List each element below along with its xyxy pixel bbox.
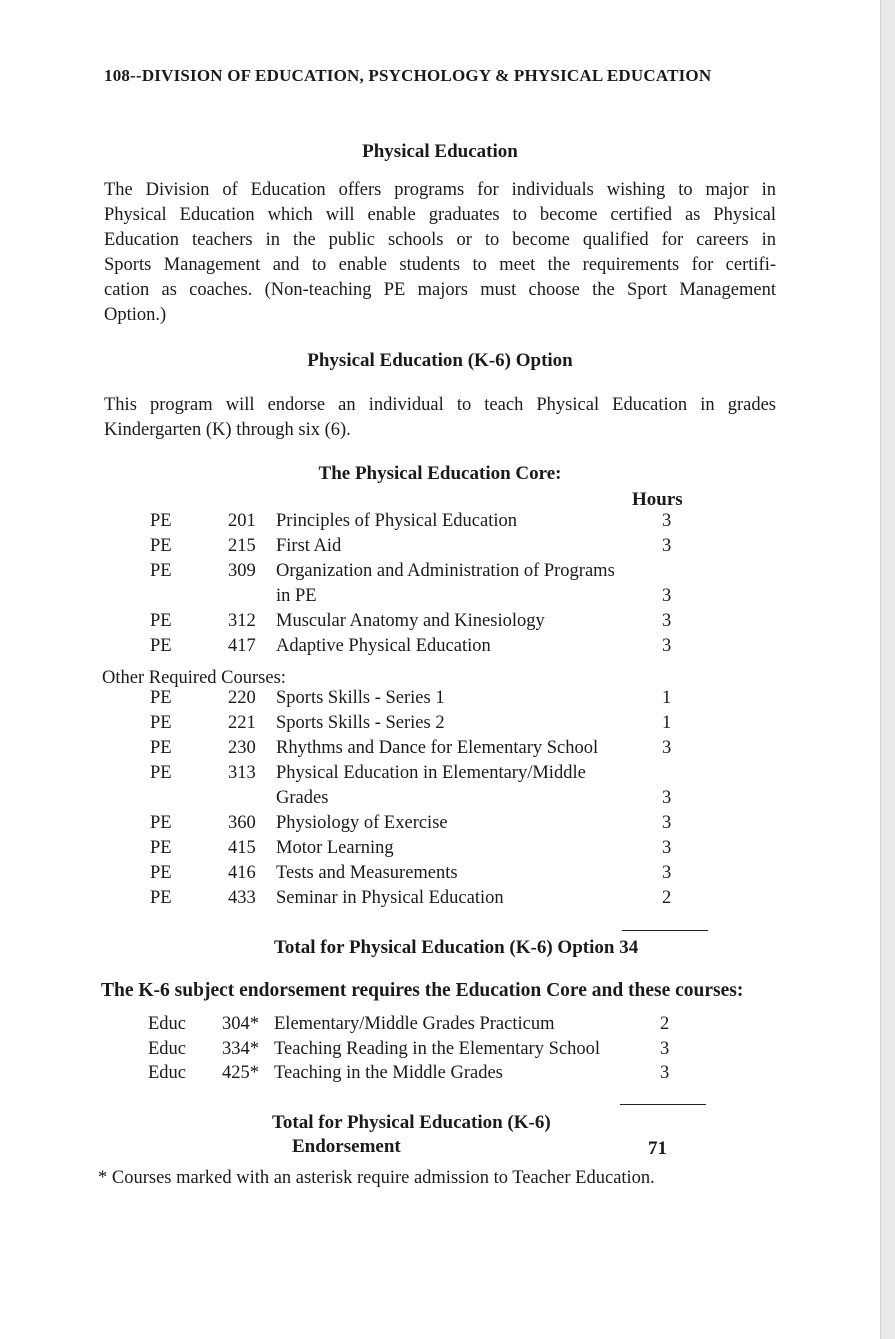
intro-line: cation as coaches. (Non-teaching PE majors must choose the Sport Management bbox=[104, 280, 776, 300]
course-dept: PE bbox=[150, 536, 172, 556]
course-hours: 3 bbox=[662, 611, 672, 631]
course-title: Principles of Physical Education bbox=[276, 511, 517, 531]
course-dept: PE bbox=[150, 611, 172, 631]
course-row-continuation bbox=[0, 586, 895, 611]
course-row bbox=[0, 636, 895, 661]
course-number: 309 bbox=[228, 561, 256, 581]
option-paragraph bbox=[104, 393, 776, 443]
course-hours: 2 bbox=[662, 888, 672, 908]
course-hours: 3 bbox=[662, 536, 672, 556]
course-row bbox=[0, 1014, 895, 1039]
course-hours: 3 bbox=[662, 586, 672, 606]
course-row bbox=[0, 813, 895, 838]
course-title: Sports Skills - Series 1 bbox=[276, 688, 445, 708]
course-dept: PE bbox=[150, 863, 172, 883]
course-row bbox=[0, 561, 895, 586]
course-title: Adaptive Physical Education bbox=[276, 636, 491, 656]
course-title: Organization and Administration of Programs bbox=[276, 561, 615, 581]
course-dept: PE bbox=[150, 713, 172, 733]
course-row bbox=[0, 688, 895, 713]
course-number: 313 bbox=[228, 763, 256, 783]
course-row bbox=[0, 1063, 895, 1088]
course-number: 312 bbox=[228, 611, 256, 631]
course-number: 334* bbox=[222, 1039, 259, 1059]
course-number: 215 bbox=[228, 536, 256, 556]
course-dept: PE bbox=[150, 561, 172, 581]
option-title: Physical Education (K-6) Option bbox=[307, 350, 573, 371]
course-dept: PE bbox=[150, 813, 172, 833]
course-hours: 3 bbox=[662, 813, 672, 833]
course-hours: 3 bbox=[662, 738, 672, 758]
course-number: 220 bbox=[228, 688, 256, 708]
page-edge bbox=[880, 0, 895, 1339]
endorsement-total-label-line2: Endorsement bbox=[292, 1136, 401, 1157]
course-title: Sports Skills - Series 2 bbox=[276, 713, 445, 733]
course-hours: 3 bbox=[662, 636, 672, 656]
course-hours: 3 bbox=[660, 1039, 670, 1059]
course-row bbox=[0, 763, 895, 788]
course-dept: PE bbox=[150, 838, 172, 858]
option-line: This program will endorse an individual to teach Physical Education in grades bbox=[104, 395, 776, 415]
intro-line: Education teachers in the public schools or to become qualified for careers in bbox=[104, 230, 776, 250]
course-hours: 3 bbox=[660, 1063, 670, 1083]
course-dept: Educ bbox=[148, 1014, 187, 1034]
course-hours: 3 bbox=[662, 511, 672, 531]
course-title: Motor Learning bbox=[276, 838, 394, 858]
course-title: First Aid bbox=[276, 536, 342, 556]
course-dept: PE bbox=[150, 688, 172, 708]
total-rule bbox=[622, 930, 708, 931]
course-number: 416 bbox=[228, 863, 256, 883]
course-dept: PE bbox=[150, 636, 172, 656]
course-hours: 3 bbox=[662, 788, 672, 808]
course-hours: 3 bbox=[662, 863, 672, 883]
course-title: Physical Education in Elementary/Middle bbox=[276, 763, 586, 783]
course-number: 417 bbox=[228, 636, 256, 656]
course-hours: 2 bbox=[660, 1014, 670, 1034]
footnote: * Courses marked with an asterisk require admission to Teacher Education. bbox=[98, 1168, 655, 1188]
course-row bbox=[0, 863, 895, 888]
course-row bbox=[0, 838, 895, 863]
intro-line: Option.) bbox=[104, 305, 167, 325]
course-row bbox=[0, 511, 895, 536]
course-number: 304* bbox=[222, 1014, 259, 1034]
course-number: 201 bbox=[228, 511, 256, 531]
course-title-continued: in PE bbox=[276, 586, 317, 606]
option-total: Total for Physical Education (K-6) Option 34 bbox=[274, 937, 639, 958]
course-title: Tests and Measurements bbox=[276, 863, 458, 883]
course-hours: 1 bbox=[662, 688, 672, 708]
course-number: 230 bbox=[228, 738, 256, 758]
course-number: 221 bbox=[228, 713, 256, 733]
course-title: Teaching Reading in the Elementary School bbox=[274, 1039, 600, 1059]
course-hours: 3 bbox=[662, 838, 672, 858]
course-row bbox=[0, 536, 895, 561]
course-dept: PE bbox=[150, 763, 172, 783]
course-dept: PE bbox=[150, 888, 172, 908]
course-number: 425* bbox=[222, 1063, 259, 1083]
course-number: 415 bbox=[228, 838, 256, 858]
course-row bbox=[0, 1039, 895, 1064]
hours-column-header: Hours bbox=[632, 489, 683, 510]
course-row bbox=[0, 713, 895, 738]
option-line: Kindergarten (K) through six (6). bbox=[104, 420, 351, 440]
course-title-continued: Grades bbox=[276, 788, 329, 808]
intro-line: Sports Management and to enable students to meet the requirements for certifi- bbox=[104, 255, 776, 275]
course-row-continuation bbox=[0, 788, 895, 813]
course-row bbox=[0, 738, 895, 763]
running-head: 108--DIVISION OF EDUCATION, PSYCHOLOGY & PHYSICAL EDUCATION bbox=[104, 66, 712, 85]
endorsement-total-value: 71 bbox=[648, 1138, 667, 1159]
other-courses-label: Other Required Courses: bbox=[102, 668, 286, 688]
course-number: 360 bbox=[228, 813, 256, 833]
course-row bbox=[0, 611, 895, 636]
course-dept: PE bbox=[150, 738, 172, 758]
section-title: Physical Education bbox=[362, 141, 518, 162]
intro-line: Physical Education which will enable graduates to become certified as Physical bbox=[104, 205, 776, 225]
course-title: Rhythms and Dance for Elementary School bbox=[276, 738, 599, 758]
course-title: Muscular Anatomy and Kinesiology bbox=[276, 611, 545, 631]
endorsement-total-label: Total for Physical Education (K-6) bbox=[272, 1112, 551, 1133]
course-title: Physiology of Exercise bbox=[276, 813, 448, 833]
intro-line: The Division of Education offers programs for individuals wishing to major in bbox=[104, 180, 776, 200]
course-number: 433 bbox=[228, 888, 256, 908]
course-dept: Educ bbox=[148, 1039, 187, 1059]
course-title: Elementary/Middle Grades Practicum bbox=[274, 1014, 555, 1034]
endorsement-heading: The K-6 subject endorsement requires the Education Core and these courses: bbox=[101, 980, 744, 1001]
course-dept: PE bbox=[150, 511, 172, 531]
course-title: Teaching in the Middle Grades bbox=[274, 1063, 503, 1083]
course-row bbox=[0, 888, 895, 913]
course-title: Seminar in Physical Education bbox=[276, 888, 504, 908]
endorsement-total-rule bbox=[620, 1104, 706, 1105]
core-heading: The Physical Education Core: bbox=[318, 463, 562, 484]
course-dept: Educ bbox=[148, 1063, 187, 1083]
intro-paragraph bbox=[104, 178, 776, 328]
course-hours: 1 bbox=[662, 713, 672, 733]
